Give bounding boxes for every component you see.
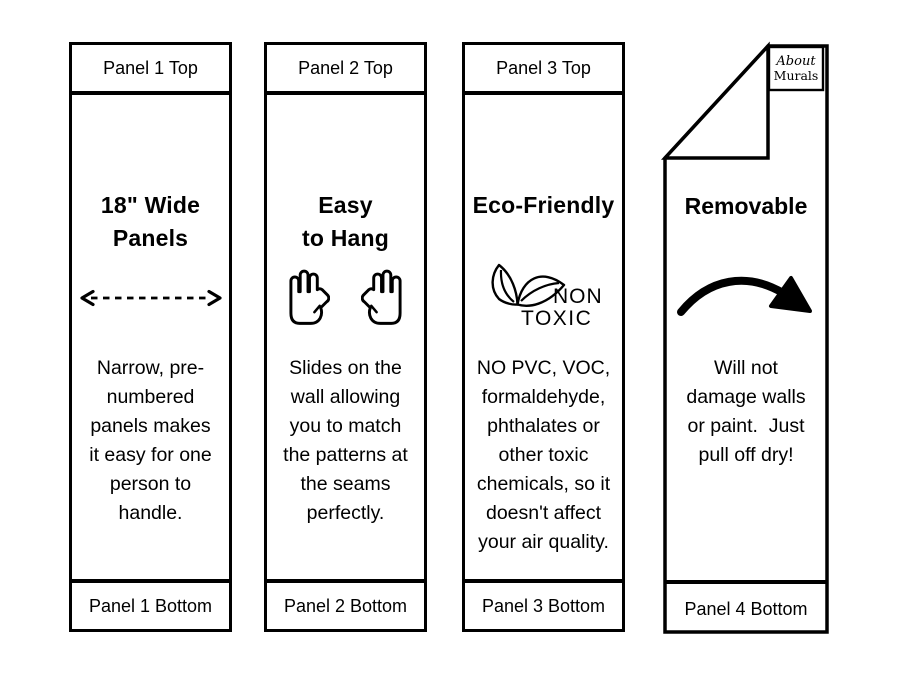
panel-3-bottom-box xyxy=(465,579,622,629)
panel-2-title-line: to Hang xyxy=(302,225,389,251)
curved-arrow-icon xyxy=(675,266,815,329)
panel-1-title-line: Panels xyxy=(112,225,189,251)
desc-line: pull off dry! xyxy=(698,444,794,466)
panel-3-title xyxy=(465,189,622,222)
desc-line: Narrow, pre- xyxy=(96,357,205,379)
panel-1-title xyxy=(72,189,229,255)
folded-corner xyxy=(665,46,768,158)
panel-1-title-line: 18" Wide xyxy=(100,192,201,218)
panel-2-bottom-label: Panel 2 Bottom xyxy=(283,595,408,616)
non-toxic-text-non: NON xyxy=(553,285,603,308)
panel-3-body xyxy=(465,95,622,579)
panel-4-outline xyxy=(655,35,835,640)
desc-line: handle. xyxy=(118,502,183,524)
panel-3-bottom-label: Panel 3 Bottom xyxy=(481,595,606,616)
panel-4-bottom-label: Panel 4 Bottom xyxy=(684,598,808,619)
panel-1-body xyxy=(72,95,229,579)
panel-1-bottom-box xyxy=(72,579,229,629)
width-double-arrow-icon xyxy=(76,288,226,308)
panel-3-top-box xyxy=(465,45,622,95)
panel-2-title xyxy=(267,189,424,255)
right-hand-icon xyxy=(361,268,404,327)
desc-line: the seams xyxy=(300,473,391,495)
panel-2-body xyxy=(267,95,424,579)
desc-line: phthalates or xyxy=(487,415,600,437)
aboutmurals-logo xyxy=(769,47,823,90)
logo-text-murals: Murals xyxy=(773,67,819,83)
desc-line: Slides on the xyxy=(289,357,402,379)
panel-2-description xyxy=(267,354,424,528)
desc-line: your air quality. xyxy=(478,531,609,553)
desc-line: other toxic xyxy=(498,444,589,466)
desc-line: NO PVC, VOC, xyxy=(476,357,611,379)
panel-3-description xyxy=(465,354,622,557)
panel-3 xyxy=(462,42,625,632)
panel-2 xyxy=(264,42,427,632)
two-hands-icon xyxy=(267,268,424,327)
panel-1 xyxy=(69,42,232,632)
panel-2-title-line: Easy xyxy=(318,192,373,218)
desc-line: wall allowing xyxy=(290,386,401,408)
panel-4-description xyxy=(665,354,827,470)
curved-arrow-icon xyxy=(675,266,815,324)
non-toxic-text-toxic: TOXIC xyxy=(521,307,593,330)
desc-line: perfectly. xyxy=(306,502,385,524)
panel-2-bottom-box xyxy=(267,579,424,629)
panel-1-bottom-label: Panel 1 Bottom xyxy=(88,595,213,616)
desc-line: formaldehyde, xyxy=(481,386,606,408)
width-double-arrow-icon xyxy=(72,288,229,308)
panel-1-description xyxy=(72,354,229,528)
panel-2-top-label: Panel 2 Top xyxy=(298,57,393,78)
left-hand-icon xyxy=(287,268,330,327)
panel-1-top-box xyxy=(72,45,229,95)
panel-2-top-box xyxy=(267,45,424,95)
desc-line: or paint. Just xyxy=(687,415,805,437)
desc-line: it easy for one xyxy=(89,444,212,466)
desc-line: panels makes xyxy=(90,415,211,437)
desc-line: numbered xyxy=(106,386,195,408)
desc-line: you to match xyxy=(289,415,402,437)
desc-line: Will not xyxy=(714,357,778,379)
desc-line: damage walls xyxy=(686,386,806,408)
desc-line: person to xyxy=(109,473,192,495)
desc-line: doesn't affect xyxy=(485,502,602,524)
desc-line: the patterns at xyxy=(283,444,408,466)
desc-line: chemicals, so it xyxy=(476,473,611,495)
panel-3-title-line: Eco-Friendly xyxy=(472,192,615,218)
logo-text-about: About xyxy=(776,53,816,69)
panel-1-top-label: Panel 1 Top xyxy=(103,57,198,78)
panel-3-top-label: Panel 3 Top xyxy=(496,57,591,78)
panel-4 xyxy=(655,35,835,640)
panel-4-title: Removable xyxy=(684,193,808,219)
panel-4-bottom-box xyxy=(665,586,827,632)
